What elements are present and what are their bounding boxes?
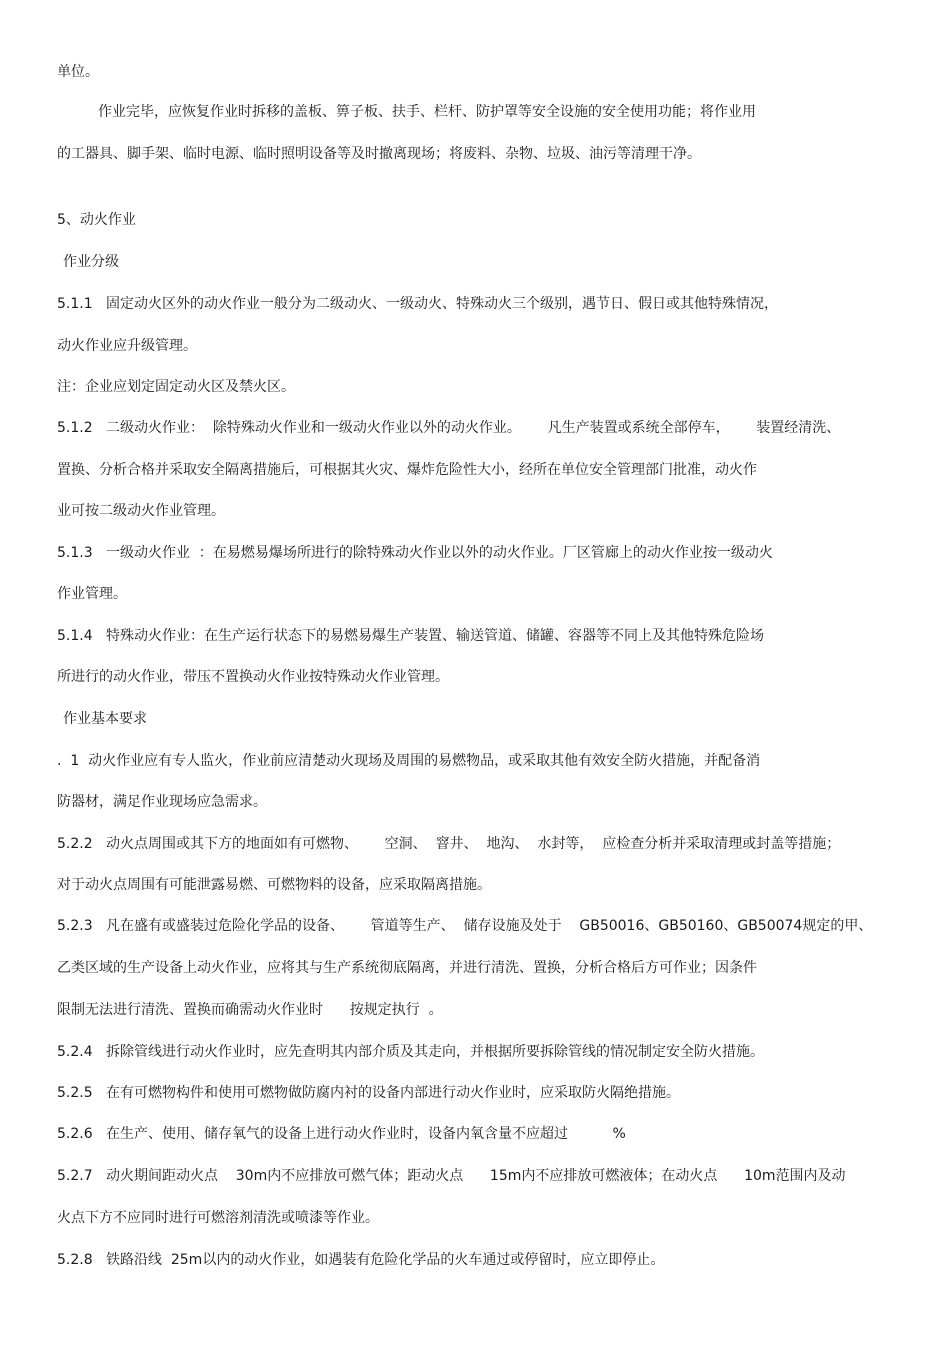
text-line: 5.2.5 在有可燃物构件和使用可燃物做防腐内衬的设备内部进行动火作业时，应采取防火隔绝措施。 xyxy=(57,1085,680,1101)
text-line: 动火作业应升级管理。 xyxy=(57,338,197,354)
text-line: 5.1.2 二级动火作业： 除特殊动火作业和一级动火作业以外的动火作业。 凡生产装置或系统全部停车， 装置经清洗、 xyxy=(57,420,841,436)
subsection-heading: 作业分级 xyxy=(63,254,119,270)
text-line: 火点下方不应同时进行可燃溶剂清洗或喷漆等作业。 xyxy=(57,1210,379,1226)
text-line: 对于动火点周围有可能泄露易燃、可燃物料的设备，应采取隔离措施。 xyxy=(57,877,491,893)
text-line: 的工器具、脚手架、临时电源、临时照明设备等及时撤离现场；将废料、杂物、垃圾、油污等清理干净。 xyxy=(57,146,701,162)
text-line: 5.2.8 铁路沿线 25m以内的动火作业，如遇装有危险化学品的火车通过或停留时，应立即停止。 xyxy=(57,1252,665,1268)
text-line: 置换、分析合格并采取安全隔离措施后，可根据其火灾、爆炸危险性大小，经所在单位安全管理部门批准，动火作 xyxy=(57,462,757,478)
text-line: 乙类区域的生产设备上动火作业，应将其与生产系统彻底隔离，并进行清洗、置换，分析合格后方可作业；因条件 xyxy=(57,960,757,976)
text-line: 所进行的动火作业，带压不置换动火作业按特殊动火作业管理。 xyxy=(57,669,449,685)
text-line: 限制无法进行清洗、置换而确需动火作业时 按规定执行 。 xyxy=(57,1002,443,1018)
text-line: 5.2.3 凡在盛有或盛装过危险化学品的设备、 管道等生产、 储存设施及处于 GB50016、GB50160、GB50074规定的甲、 xyxy=(57,918,873,934)
text-line: 5.2.7 动火期间距动火点 30m内不应排放可燃气体；距动火点 15m内不应排放可燃液体；在动火点 10m范围内及动 xyxy=(57,1168,846,1184)
note-line: 注：企业应划定固定动火区及禁火区。 xyxy=(57,379,295,395)
text-line: 5.2.4 拆除管线进行动火作业时，应先查明其内部介质及其走向，并根据所要拆除管线的情况制定安全防火措施。 xyxy=(57,1044,764,1060)
text-line: 防器材，满足作业现场应急需求。 xyxy=(57,794,267,810)
text-line: 5.1.1 固定动火区外的动火作业一般分为二级动火、一级动火、特殊动火三个级别，遇节日、假日或其他特殊情况， xyxy=(57,296,778,312)
text-line: 作业完毕，应恢复作业时拆移的盖板、箅子板、扶手、栏杆、防护罩等安全设施的安全使用功能；将作业用 xyxy=(98,104,756,120)
text-line: . 1 动火作业应有专人监火，作业前应清楚动火现场及周围的易燃物品，或采取其他有效安全防火措施，并配备消 xyxy=(57,753,761,769)
text-line: 业可按二级动火作业管理。 xyxy=(57,503,225,519)
text-line: 5.2.2 动火点周围或其下方的地面如有可燃物、 空洞、 窨井、 地沟、 水封等， 应检查分析并采取清理或封盖等措施； xyxy=(57,836,841,852)
text-line: 5.1.4 特殊动火作业：在生产运行状态下的易燃易爆生产装置、输送管道、储罐、容器等不同上及其他特殊危险场 xyxy=(57,628,764,644)
text-line: 作业管理。 xyxy=(57,586,127,602)
section-heading: 5、动火作业 xyxy=(57,212,136,228)
text-line: 5.2.6 在生产、使用、储存氧气的设备上进行动火作业时，设备内氧含量不应超过 % xyxy=(57,1126,626,1142)
text-line: 单位。 xyxy=(57,64,99,80)
subsection-heading: 作业基本要求 xyxy=(63,711,147,727)
text-line: 5.1.3 一级动火作业 ：在易燃易爆场所进行的除特殊动火作业以外的动火作业。厂区管廊上的动火作业按一级动火 xyxy=(57,545,773,561)
